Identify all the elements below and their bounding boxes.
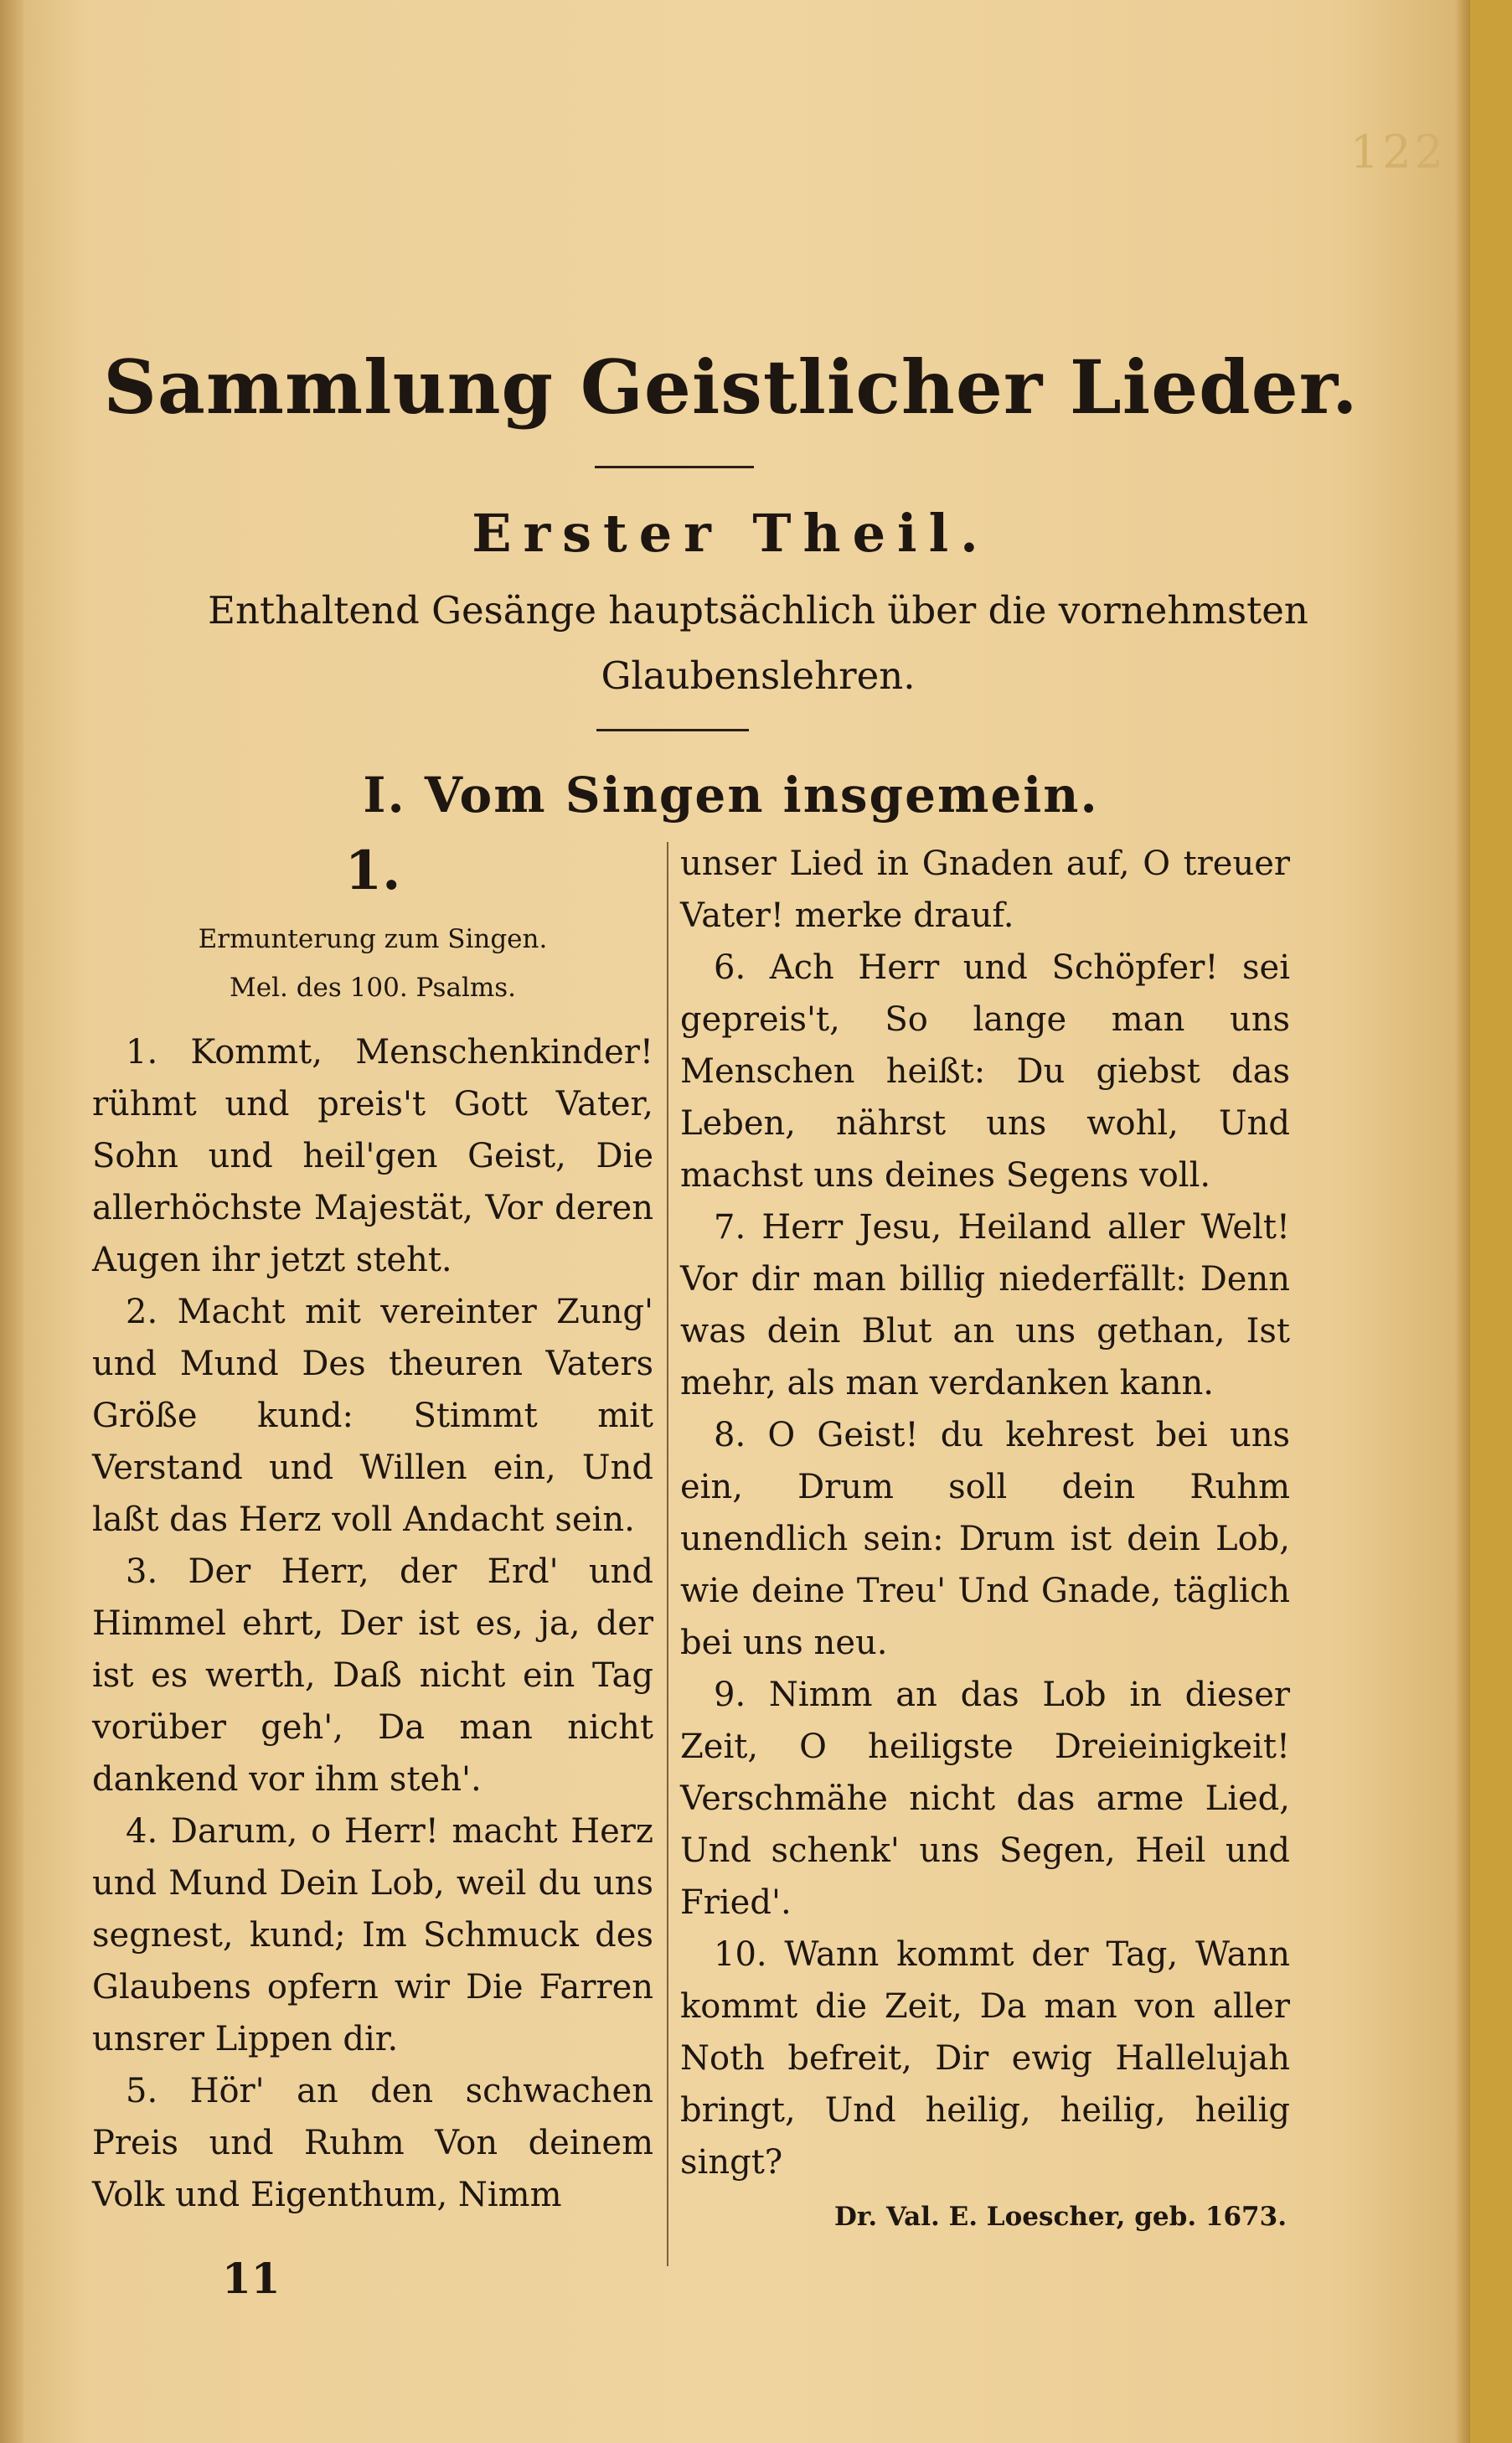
column-divider (667, 842, 668, 2266)
verse-1: 1. Kommt, Menschenkinder! rühmt und preis't Gott Vater, Sohn und heil'gen Geist, Die allerhöchste Majestät, Vor deren Augen ihr jetzt steht. (92, 1033, 653, 1279)
part-divider (596, 729, 749, 731)
hymn-author: Dr. Val. E. Loescher, geb. 1673. (833, 2202, 1287, 2232)
verse-8: 8. O Geist! du kehrest bei uns ein, Drum soll dein Ruhm unendlich sein: Drum ist dein Lob, wie deine Treu' Und Gnade, täglich bei uns neu. (680, 1416, 1290, 1662)
hymn-melody: Mel. des 100. Psalms. (229, 973, 517, 1003)
page-edge-strip (1470, 0, 1512, 2443)
left-column (92, 834, 653, 2221)
collection-title: Sammlung Geistlicher Lieder. (103, 343, 1359, 431)
page-number: 11 (222, 2254, 281, 2303)
verse-5: 5. Hör' an den schwachen Preis und Ruhm Von deinem Volk und Eigenthum, Nimm (92, 2072, 653, 2214)
bleed-through-page-number: 122 (1349, 126, 1447, 178)
verse-3: 3. Der Herr, der Erd' und Himmel ehrt, Der ist es, ja, der ist es werth, Daß nicht ein Tag vorüber geh', Da man nicht dankend vor ihm steh'. (92, 1552, 653, 1799)
right-column (680, 838, 1290, 2240)
title-divider (595, 466, 754, 468)
hymn-number: 1. (344, 839, 401, 902)
verse-7: 7. Herr Jesu, Heiland aller Welt! Vor dir man billig niederfällt: Denn was dein Blut an uns gethan, Ist mehr, als man verdanken kann. (680, 1208, 1290, 1402)
verse-9: 9. Nimm an das Lob in dieser Zeit, O heiligste Dreieinigkeit! Verschmähe nicht das arme Lied, Und schenk' uns Segen, Heil und Fried'. (680, 1676, 1290, 1922)
part-subtitle: Enthaltend Gesänge hauptsächlich über die vornehmsten Glaubenslehren. (208, 588, 1308, 698)
part-title: Erster Theil. (472, 503, 990, 564)
verse-6: 6. Ach Herr und Schöpfer! sei gepreis't, So lange man uns Menschen heißt: Du giebst das Leben, nährst uns wohl, Und machst uns deines Segens voll. (680, 948, 1290, 1195)
section-title: I. Vom Singen insgemein. (363, 767, 1099, 824)
verse-10: 10. Wann kommt der Tag, Wann kommt die Zeit, Da man von aller Noth befreit, Dir ewig Hallelujah bringt, Und heilig, heilig, heilig singt? (680, 1935, 1290, 2182)
verse-5-continuation: unser Lied in Gnaden auf, O treuer Vater! merke drauf. (680, 844, 1290, 935)
verse-2: 2. Macht mit vereinter Zung' und Mund Des theuren Vaters Größe kund: Stimmt mit Verstand und Willen ein, Und laßt das Herz voll Andacht sein. (92, 1293, 653, 1539)
verse-4: 4. Darum, o Herr! macht Herz und Mund Dein Lob, weil du uns segnest, kund; Im Schmuck des Glaubens opfern wir Die Farren unsrer Lippen dir. (92, 1812, 653, 2058)
hymn-heading: Ermunterung zum Singen. (198, 924, 548, 954)
